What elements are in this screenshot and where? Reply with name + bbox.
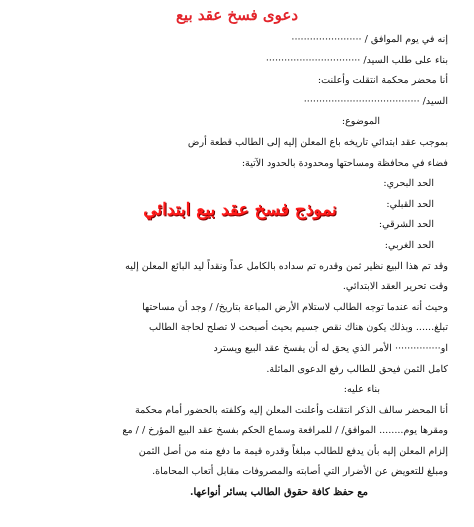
line-requester: بناء على طلب السيد/ ·······························	[265, 54, 448, 66]
line-contract: بموجب عقد ابتدائي تاريخه باع المعلن إليه إلى الطالب قطعة أرض	[187, 136, 448, 148]
line-price: وقد تم هذا البيع نظير ثمن وقدره تم سداده بالكامل عداً ونقداً ليد البائع المعلن إليه	[125, 260, 448, 272]
line-obligation: إلزام المعلن إليه بأن يدفع للطالب مبلغاً وقدره قيمة ما دفع منه من أصل الثمن	[138, 445, 448, 457]
line-land: فضاء في محافظة ومساحتها ومحدودة بالحدود الآتية:	[241, 157, 448, 169]
document-body	[18, 30, 448, 504]
line-contract-time: وقت تحرير العقد الابتدائي.	[342, 281, 448, 293]
line-bailiff: أنا محضر محكمة انتقلت وأعلنت:	[317, 75, 448, 87]
line-compensation: ومبلغ للتعويض عن الأضرار التي أصابته والمصروفات مقابل أتعاب المحاماة.	[152, 466, 448, 478]
line-subject-heading: الموضوع:	[341, 116, 380, 128]
line-border-east: الحد الشرقي:	[378, 219, 434, 231]
line-summons: أنا المحضر سالف الذكر انتقلت وأعلنت المعلن إليه وكلفته بالحضور أمام محكمة	[135, 404, 448, 416]
line-therefore: بناء عليه:	[343, 384, 380, 396]
line-border-south: الحد القبلي:	[386, 198, 434, 210]
line-border-west: الحد الغربي:	[384, 239, 434, 251]
line-recipient: السيد/ ······································	[303, 95, 448, 107]
line-border-north: الحد البحري:	[383, 178, 434, 190]
overlay-watermark-title: نموذج فسخ عقد بيع ابتدائي	[143, 200, 337, 220]
line-inspection: وحيث أنه عندما توجه الطالب لاستلام الأرض المباعة بتاريخ/ / وجد أن مساحتها	[142, 301, 448, 313]
document-title: دعوى فسخ عقد بيع	[175, 6, 299, 24]
line-rescind-right: او··············· الأمر الذي يحق له أن يفسخ عقد البيع ويسترد	[213, 342, 448, 354]
line-date: إنه في يوم الموافق / ·······················	[291, 34, 448, 45]
line-rights-reserved: مع حفظ كافة حقوق الطالب بسائر أنواعها.	[189, 487, 368, 499]
line-shortage: تبلغ...... وبذلك يكون هناك نقص جسيم بحيث أصبحت لا تصلح لحاجة الطالب	[148, 322, 448, 334]
line-lawsuit: كامل الثمن فيحق للطالب رفع الدعوى الماثلة.	[266, 363, 448, 375]
line-hearing: ومقرها يوم........ الموافق/ / للمرافعة وسماع الحكم بفسخ عقد البيع المؤرخ / / مع	[122, 425, 448, 437]
